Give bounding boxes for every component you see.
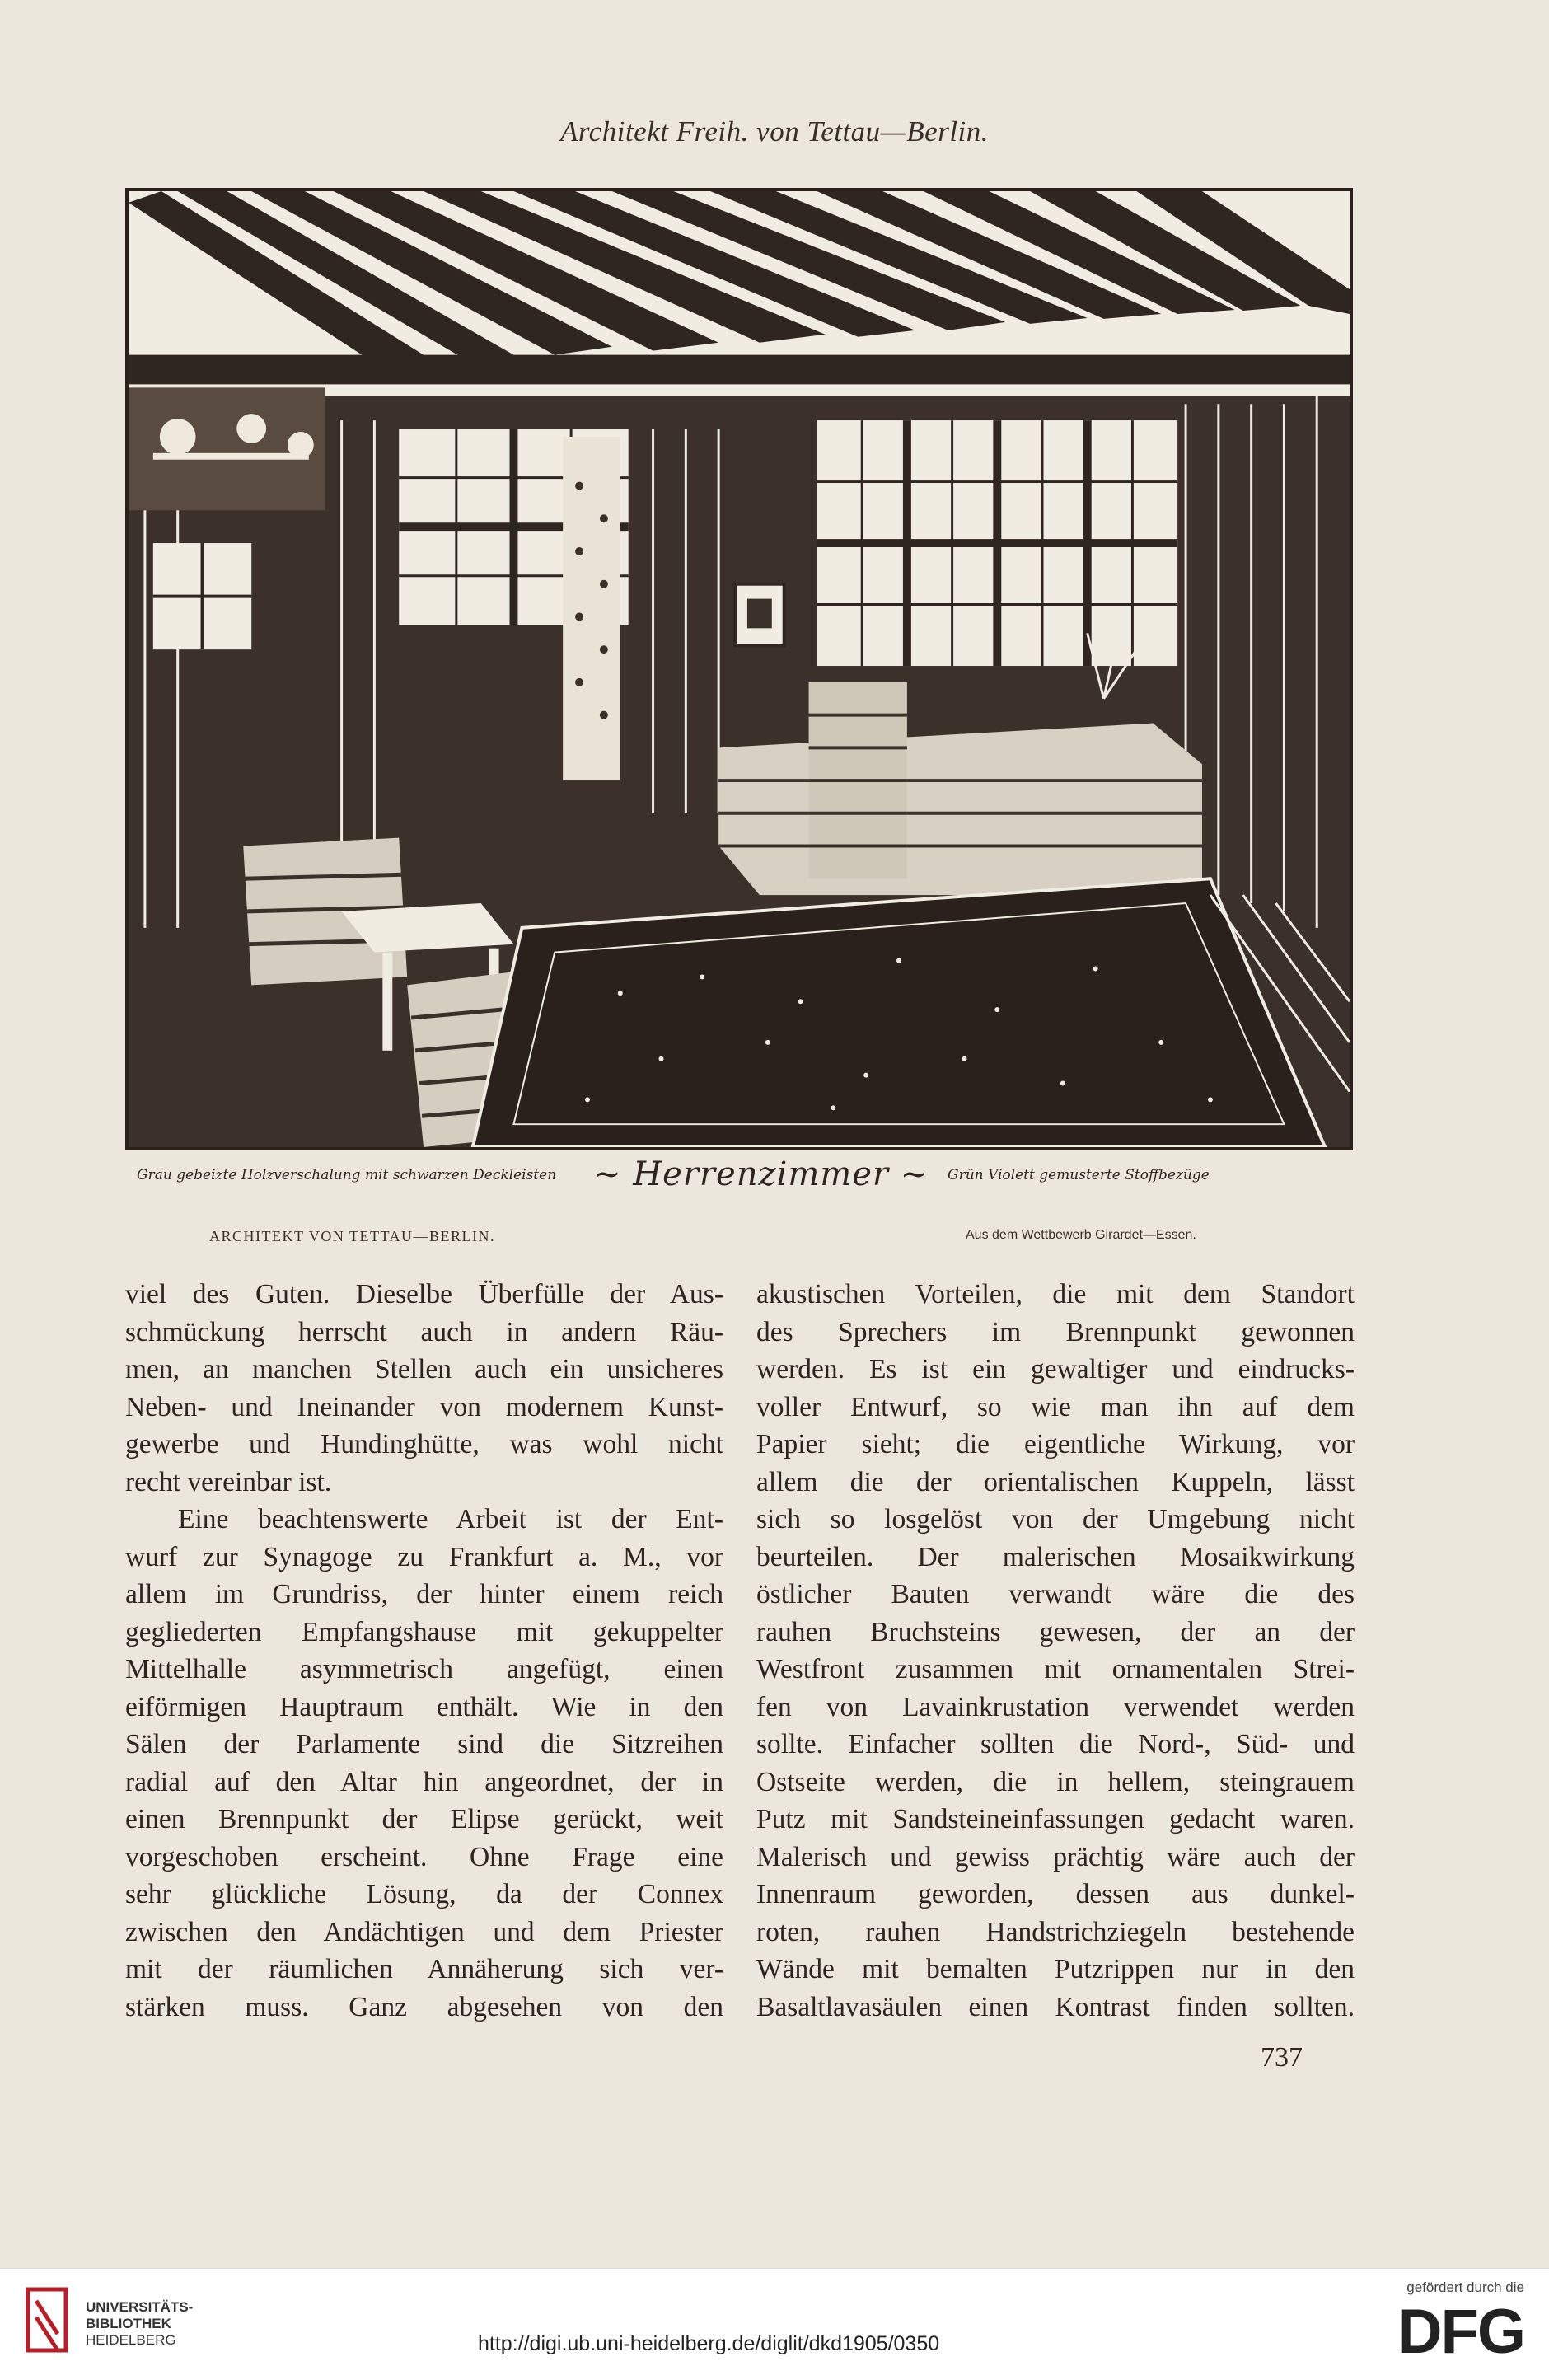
text-line: gegliederten Empfangshause mit gekuppelter — [125, 1616, 723, 1647]
text-line: gewerbe und Hundinghütte, was wohl nicht — [125, 1429, 723, 1459]
text-line: Papier sieht; die eigentliche Wirkung, vor — [756, 1429, 1355, 1459]
text-line: akustischen Vorteilen, die mit dem Standort — [756, 1279, 1355, 1309]
permalink-url[interactable]: http://digi.ub.uni-heidelberg.de/diglit/dkd1905/0350 — [478, 2332, 940, 2355]
text-line: sehr glückliche Lösung, da der Connex — [125, 1879, 723, 1909]
text-line: Westfront zusammen mit ornamentalen Strei- — [756, 1654, 1355, 1684]
text-column-left — [125, 1276, 723, 2026]
text-line: Basaltlavasäulen einen Kontrast finden sollten. — [756, 1991, 1355, 2022]
text-line: voller Entwurf, so wie man ihn auf dem — [756, 1391, 1355, 1422]
text-line: schmückung herrscht auch in andern Räu- — [125, 1316, 723, 1347]
text-column-right — [756, 1276, 1355, 2026]
running-head: Architekt Freih. von Tettau—Berlin. — [559, 115, 990, 148]
text-line: Wände mit bemalten Putzrippen nur in den — [756, 1954, 1355, 1984]
library-name-line-3: HEIDELBERG — [86, 2332, 176, 2348]
text-line: Ostseite werden, die in hellem, steingrauem — [756, 1766, 1355, 1797]
text-line: vorgeschoben erscheint. Ohne Frage eine — [125, 1841, 723, 1872]
text-line: des Sprechers im Brennpunkt gewonnen — [756, 1316, 1355, 1347]
illustration-herrenzimmer — [125, 188, 1353, 1150]
text-line: Sälen der Parlamente sind die Sitzreihen — [125, 1729, 723, 1759]
text-line: zwischen den Andächtigen und dem Priester — [125, 1916, 723, 1947]
text-line: einen Brennpunkt der Elipse gerückt, weit — [125, 1804, 723, 1834]
dfg-logo: DFG — [1397, 2297, 1524, 2367]
text-line: werden. Es ist ein gewaltiger und eindrucks- — [756, 1354, 1355, 1384]
text-line: Innenraum geworden, dessen aus dunkel- — [756, 1879, 1355, 1909]
caption-room-title: ~ Herrenzimmer ~ — [593, 1155, 929, 1193]
funding-note: gefördert durch die — [1406, 2279, 1524, 2295]
page-number: 737 — [1261, 2042, 1303, 2073]
text-line: fen von Lavainkrustation verwendet werden — [756, 1691, 1355, 1722]
text-line: viel des Guten. Dieselbe Überfülle der Aus- — [125, 1279, 723, 1309]
text-line: radial auf den Altar hin angeordnet, der in — [125, 1766, 723, 1797]
text-line: stärken muss. Ganz abgesehen von den — [125, 1991, 723, 2022]
text-line: sich so losgelöst von der Umgebung nicht — [756, 1504, 1355, 1534]
text-line: Neben- und Ineinander von modernem Kunst- — [125, 1391, 723, 1422]
university-library-logo-icon — [25, 2284, 74, 2359]
text-line: recht vereinbar ist. — [125, 1466, 332, 1497]
library-name — [86, 2299, 193, 2349]
woodcut-drawing — [129, 191, 1350, 1147]
text-line: Putz mit Sandsteineinfassungen gedacht waren. — [756, 1804, 1355, 1834]
caption-material-right: Grün Violett gemusterte Stoffbezüge — [948, 1167, 1210, 1183]
plate-caption-row — [132, 1155, 1359, 1193]
caption-material-left: Grau gebeizte Holzverschalung mit schwarzen Deckleisten — [137, 1167, 557, 1183]
text-line: roten, rauhen Handstrichziegeln bestehende — [756, 1916, 1355, 1947]
text-line: Eine beachtenswerte Arbeit ist der Ent- — [178, 1504, 723, 1534]
text-line: rauhen Bruchsteins gewesen, der an der — [756, 1616, 1355, 1647]
text-line: sollte. Einfacher sollten die Nord-, Süd- und — [756, 1729, 1355, 1759]
architect-credit: ARCHITEKT VON TETTAU—BERLIN. — [209, 1228, 496, 1244]
text-line: eiförmigen Hauptraum enthält. Wie in den — [125, 1691, 723, 1722]
text-line: östlicher Bauten verwandt wäre die des — [756, 1579, 1355, 1609]
text-line: Mittelhalle asymmetrisch angefügt, einen — [125, 1654, 723, 1684]
text-line: allem die der orientalischen Kuppeln, lässt — [756, 1466, 1355, 1497]
text-line: Malerisch und gewiss prächtig wäre auch der — [756, 1841, 1355, 1872]
library-name-line-2: BIBLIOTHEK — [86, 2316, 171, 2331]
library-name-line-1: UNIVERSITÄTS- — [86, 2299, 194, 2315]
competition-credit: Aus dem Wettbewerb Girardet—Essen. — [966, 1228, 1196, 1242]
text-line: wurf zur Synagoge zu Frankfurt a. M., vor — [125, 1541, 723, 1572]
digitization-footer — [0, 2268, 1549, 2380]
text-line: men, an manchen Stellen auch ein unsicheres — [125, 1354, 723, 1384]
text-line: beurteilen. Der malerischen Mosaikwirkung — [756, 1541, 1355, 1572]
text-line: mit der räumlichen Annäherung sich ver- — [125, 1954, 723, 1984]
text-line: allem im Grundriss, der hinter einem reich — [125, 1579, 723, 1609]
